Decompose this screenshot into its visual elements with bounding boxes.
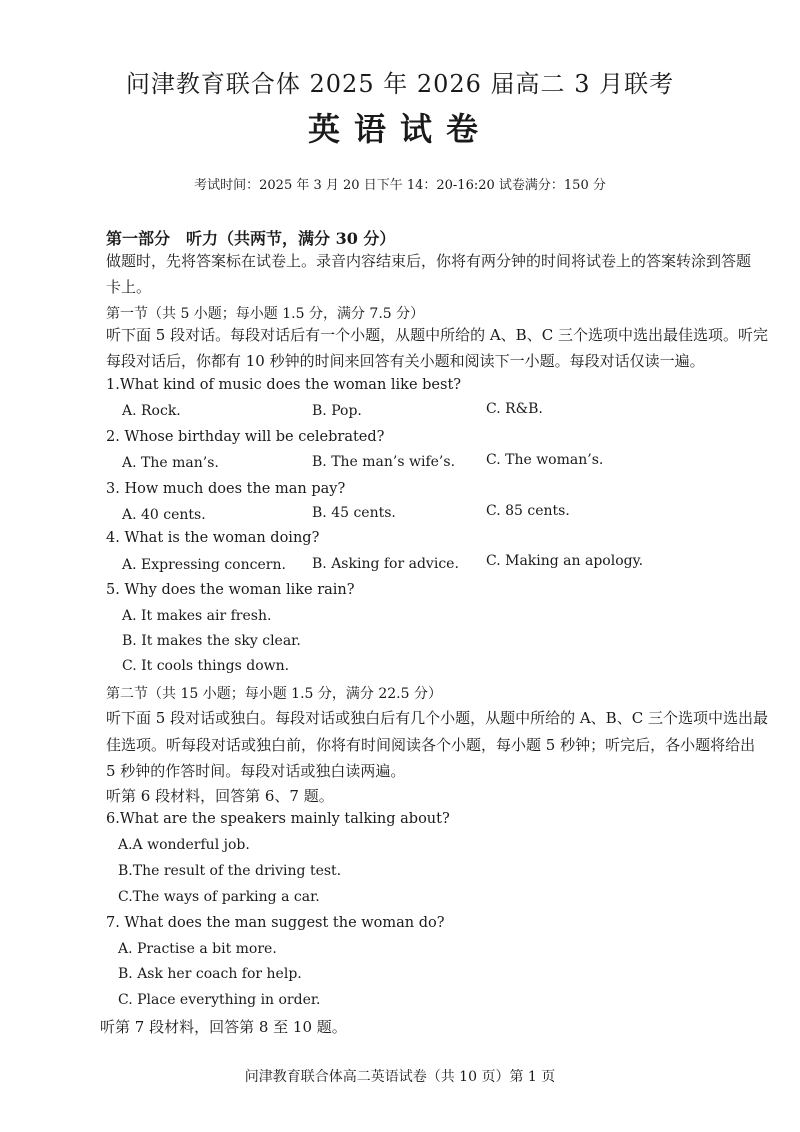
q4-option-c: C. Making an apology.	[486, 553, 644, 569]
section1-instruction-line2: 每段对话后，你都有 10 秒钟的时间来回答有关小题和阅读下一小题。每段对话仅读一遍。	[106, 352, 705, 370]
q7-option-b: B. Ask her coach for help.	[118, 966, 302, 982]
part1-instruction-line2: 卡上。	[106, 278, 152, 296]
part1-instruction-line1: 做题时，先将答案标在试卷上。录音内容结束后，你将有两分钟的时间将试卷上的答案转涂到答题	[106, 252, 752, 270]
part1-heading: 第一部分 听力（共两节，满分 30 分）	[106, 229, 396, 248]
page-footer: 问津教育联合体高二英语试卷（共 10 页）第 1 页	[244, 1069, 556, 1085]
question-4: 4. What is the woman doing?	[106, 530, 320, 546]
question-1: 1.What kind of music does the woman like best?	[106, 377, 462, 393]
section2-instruction-line1: 听下面 5 段对话或独白。每段对话或独白后有几个小题，从题中所给的 A、B、C 三个选项中选出最	[106, 709, 768, 727]
question-5: 5. Why does the woman like rain?	[106, 582, 355, 598]
question-6: 6.What are the speakers mainly talking about?	[106, 811, 450, 827]
q3-option-a: A. 40 cents.	[122, 507, 206, 523]
q2-option-a: A. The man’s.	[122, 455, 219, 471]
section2-instruction-line2: 佳选项。听每段对话或独白前，你将有时间阅读各个小题，每小题 5 秒钟；听完后，各小题将给出	[106, 736, 756, 754]
q6-option-c: C.The ways of parking a car.	[118, 889, 320, 905]
question-7: 7. What does the man suggest the woman do?	[106, 915, 445, 931]
section2-instruction-line3: 5 秒钟的作答时间。每段对话或独白读两遍。	[106, 762, 406, 780]
material-6-instruction: 听第 6 段材料，回答第 6、7 题。	[106, 787, 334, 805]
q5-option-a: A. It makes air fresh.	[122, 608, 272, 624]
q5-option-c: C. It cools things down.	[122, 658, 290, 674]
q6-option-b: B.The result of the driving test.	[118, 863, 342, 879]
section1-instruction-line1: 听下面 5 段对话。每段对话后有一个小题，从题中所给的 A、B、C 三个选项中选出最佳选项。听完	[106, 326, 768, 344]
q7-option-c: C. Place everything in order.	[118, 992, 321, 1008]
section2-heading: 第二节（共 15 小题；每小题 1.5 分，满分 22.5 分）	[106, 686, 442, 702]
q4-option-a: A. Expressing concern.	[122, 557, 286, 573]
q2-option-c: C. The woman’s.	[486, 452, 604, 468]
question-3: 3. How much does the man pay?	[106, 481, 346, 497]
q7-option-a: A. Practise a bit more.	[118, 941, 277, 957]
q5-option-b: B. It makes the sky clear.	[122, 633, 301, 649]
exam-meta: 考试时间：2025 年 3 月 20 日下午 14：20-16:20 试卷满分：150 分	[194, 178, 606, 193]
q3-option-c: C. 85 cents.	[486, 503, 570, 519]
q6-option-a: A.A wonderful job.	[118, 837, 250, 853]
q2-option-b: B. The man’s wife’s.	[312, 454, 456, 470]
section1-heading: 第一节（共 5 小题；每小题 1.5 分，满分 7.5 分）	[106, 306, 425, 322]
q1-option-c: C. R&B.	[486, 401, 543, 417]
question-2: 2. Whose birthday will be celebrated?	[106, 429, 385, 445]
q4-option-b: B. Asking for advice.	[312, 556, 459, 572]
q3-option-b: B. 45 cents.	[312, 505, 396, 521]
q1-option-b: B. Pop.	[312, 403, 362, 419]
material-7-instruction: 听第 7 段材料，回答第 8 至 10 题。	[100, 1018, 347, 1036]
subject-title: 英语试卷	[307, 110, 492, 148]
q1-option-a: A. Rock.	[122, 403, 181, 419]
exam-title: 问津教育联合体 2025 年 2026 届高二 3 月联考	[125, 70, 675, 98]
